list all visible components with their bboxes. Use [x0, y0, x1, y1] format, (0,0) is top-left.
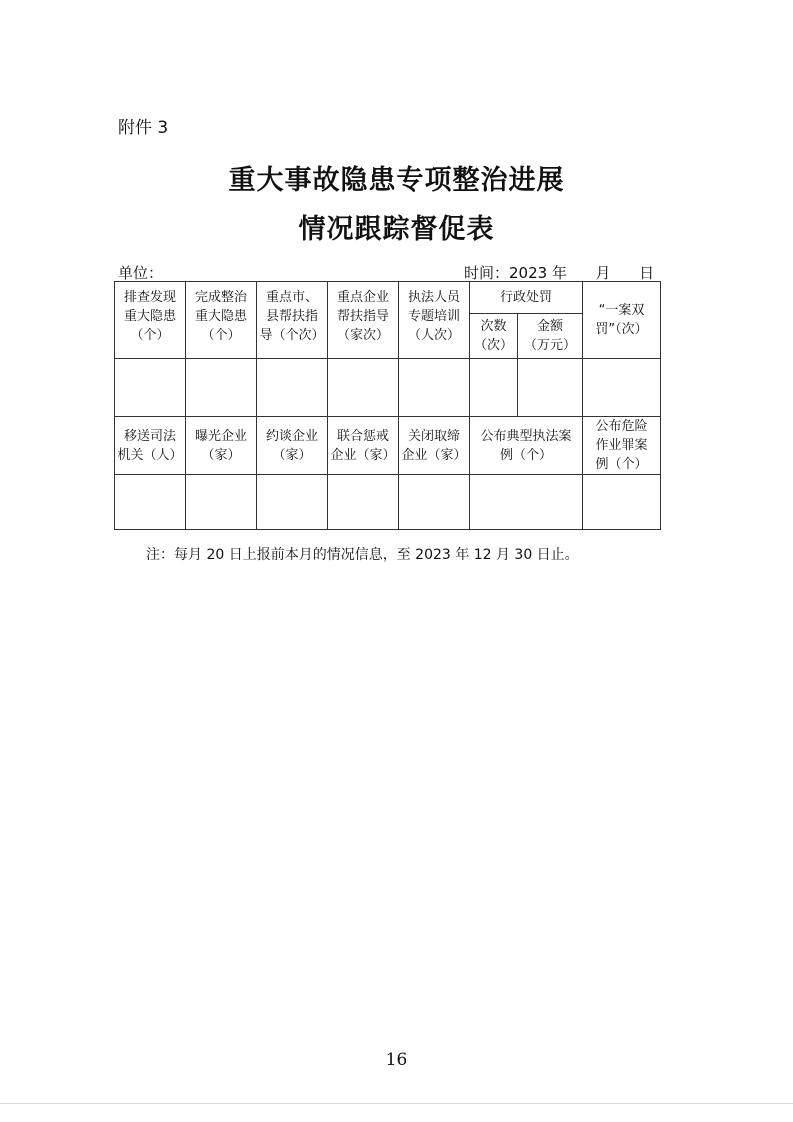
header-penalty-count: 次数 （次）	[470, 314, 518, 359]
value-cell	[115, 359, 186, 417]
value-cell	[399, 475, 470, 530]
value-cell	[186, 359, 257, 417]
value-cell	[115, 475, 186, 530]
page-bottom-rule	[0, 1103, 793, 1104]
value-cell	[470, 359, 518, 417]
page-number: 16	[385, 1050, 408, 1070]
tracking-table	[114, 281, 661, 530]
header-typical-cases: 公布典型执法案 例（个）	[470, 417, 583, 475]
header-judicial-transfer: 移送司法 机关（人）	[115, 417, 186, 475]
value-cell	[518, 359, 583, 417]
document-title-line-1: 重大事故隐患专项整治进展	[228, 165, 565, 196]
document-title-line-2: 情况跟踪督促表	[298, 214, 495, 245]
header-dual-penalty: “一案双 罚”（次）	[583, 282, 661, 359]
header-joint-punishment: 联合惩戒 企业（家）	[328, 417, 399, 475]
header-closed-enterprises: 关闭取缔 企业（家）	[399, 417, 470, 475]
attachment-label: 附件 3	[118, 118, 169, 138]
header-interviewed-enterprises: 约谈企业 （家）	[257, 417, 328, 475]
value-cell	[470, 475, 583, 530]
value-cell	[399, 359, 470, 417]
header-penalty-amount: 金额 （万元）	[518, 314, 583, 359]
value-cell	[186, 475, 257, 530]
unit-label: 单位：	[118, 264, 164, 282]
value-cell	[583, 359, 661, 417]
value-cell	[257, 475, 328, 530]
value-cell	[328, 359, 399, 417]
value-cell	[328, 475, 399, 530]
header-staff-training: 执法人员 专题培训 （人次）	[399, 282, 470, 359]
header-hazards-rectified: 完成整治 重大隐患 （个）	[186, 282, 257, 359]
value-cell	[257, 359, 328, 417]
footnote: 注：每月 20 日上报前本月的情况信息，至 2023 年 12 月 30 日止。	[146, 547, 579, 563]
header-danger-crime-cases: 公布危险 作业罪案 例（个）	[583, 417, 661, 475]
header-admin-penalty: 行政处罚	[470, 282, 583, 314]
header-enterprise-assistance: 重点企业 帮扶指导 （家次）	[328, 282, 399, 359]
header-exposed-enterprises: 曝光企业 （家）	[186, 417, 257, 475]
header-county-assistance: 重点市、 县帮扶指 导（个次）	[257, 282, 328, 359]
value-cell	[583, 475, 661, 530]
header-hazards-found: 排查发现 重大隐患 （个）	[115, 282, 186, 359]
time-label: 时间：2023 年 月 日	[464, 264, 655, 282]
